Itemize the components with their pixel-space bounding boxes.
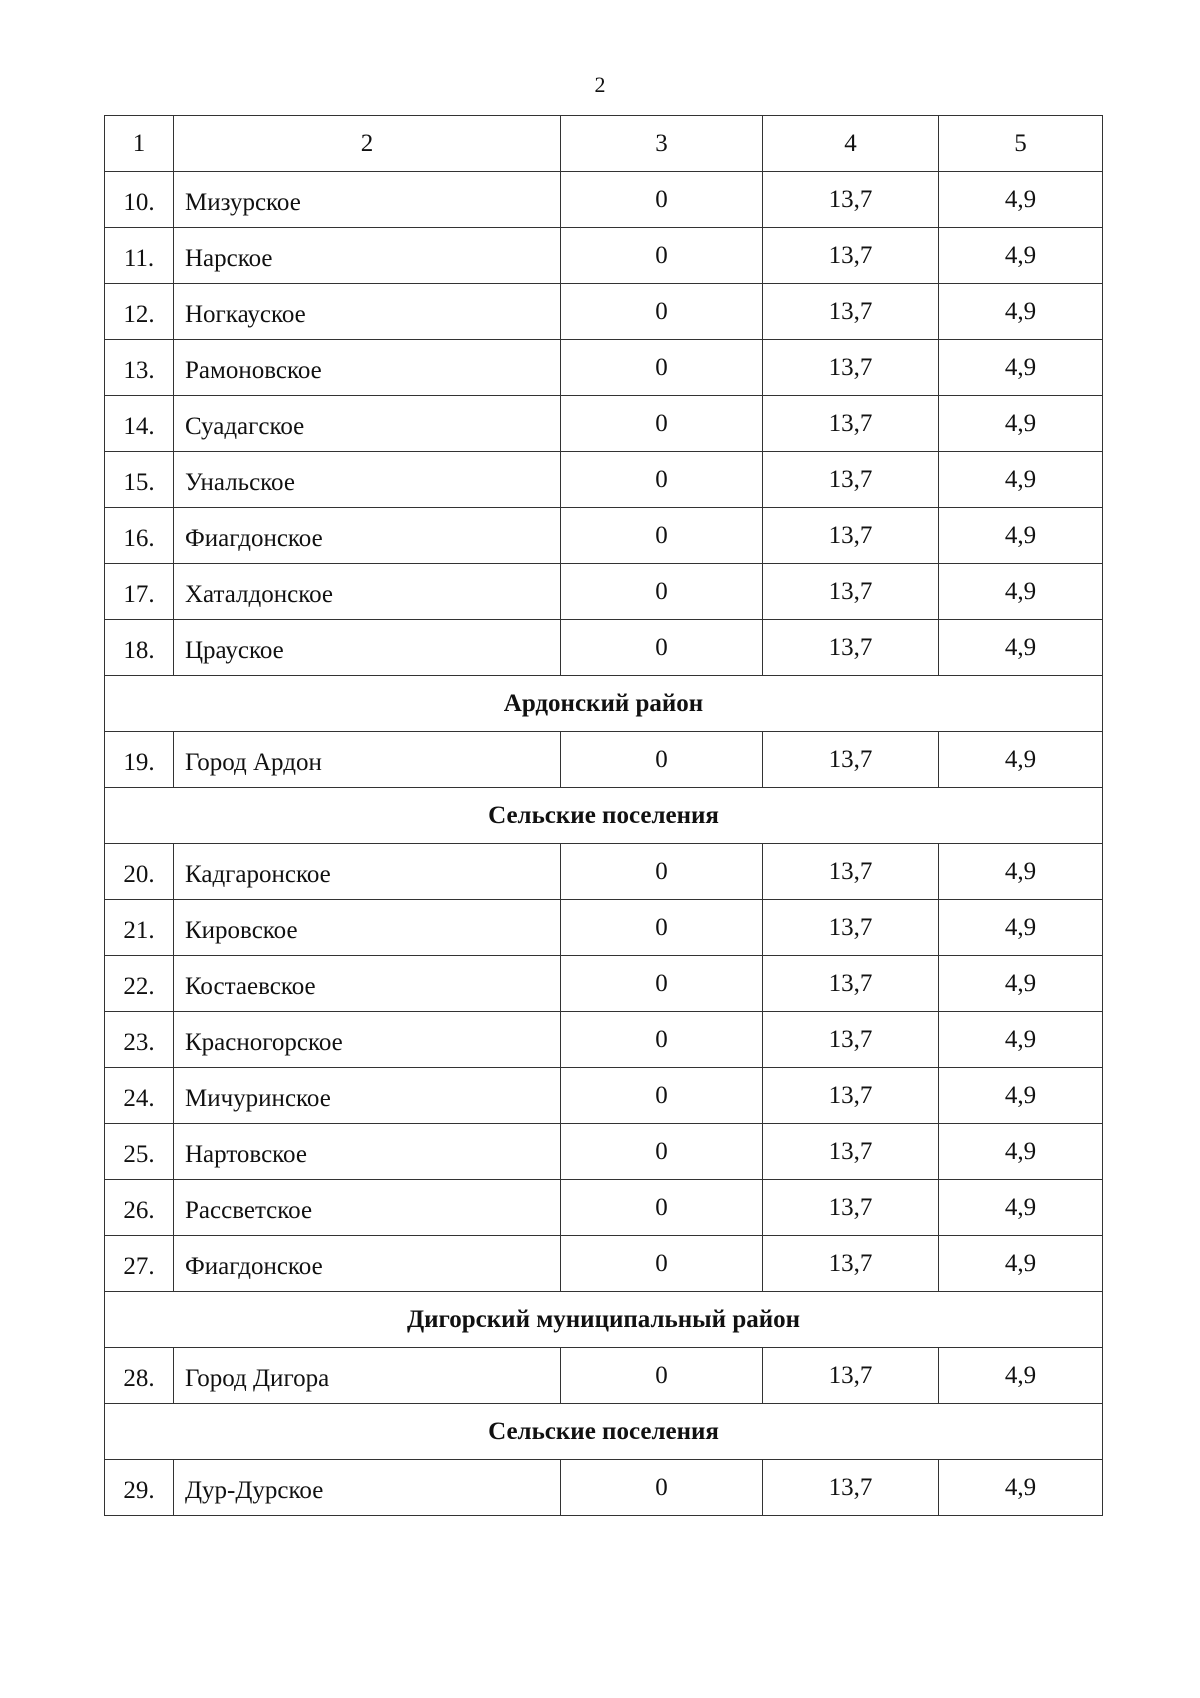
value-col-3: 0: [561, 900, 763, 956]
settlement-name: Унальское: [174, 452, 561, 508]
value-col-3: 0: [561, 396, 763, 452]
value-col-3: 0: [561, 732, 763, 788]
header-cell-col-3: 3: [561, 116, 763, 172]
table-row: [105, 396, 1103, 452]
value-col-4: 13,7: [763, 284, 939, 340]
rates-table: [104, 115, 1103, 1516]
row-number: 16.: [105, 508, 174, 564]
section-header-row: [105, 1292, 1103, 1348]
table-row: [105, 1236, 1103, 1292]
value-col-4: 13,7: [763, 732, 939, 788]
value-col-4: 13,7: [763, 900, 939, 956]
table-row: [105, 284, 1103, 340]
row-number: 21.: [105, 900, 174, 956]
value-col-4: 13,7: [763, 844, 939, 900]
table-row: [105, 564, 1103, 620]
row-number: 15.: [105, 452, 174, 508]
value-col-3: 0: [561, 1068, 763, 1124]
table-header-row: [105, 116, 1103, 172]
value-col-5: 4,9: [939, 1236, 1103, 1292]
value-col-5: 4,9: [939, 340, 1103, 396]
settlement-name: Рассветское: [174, 1180, 561, 1236]
table-row: [105, 1124, 1103, 1180]
row-number: 26.: [105, 1180, 174, 1236]
header-cell-col-4: 4: [763, 116, 939, 172]
row-number: 20.: [105, 844, 174, 900]
settlement-name: Кировское: [174, 900, 561, 956]
settlement-name: Ногкауское: [174, 284, 561, 340]
row-number: 19.: [105, 732, 174, 788]
table-row: [105, 1012, 1103, 1068]
row-number: 29.: [105, 1460, 174, 1516]
settlement-name: Хаталдонское: [174, 564, 561, 620]
value-col-4: 13,7: [763, 1012, 939, 1068]
table-row: [105, 172, 1103, 228]
settlement-name: Костаевское: [174, 956, 561, 1012]
value-col-4: 13,7: [763, 228, 939, 284]
table-row: [105, 340, 1103, 396]
value-col-3: 0: [561, 1236, 763, 1292]
value-col-3: 0: [561, 172, 763, 228]
section-title: Дигорский муниципальный район: [105, 1292, 1103, 1348]
settlement-name: Рамоновское: [174, 340, 561, 396]
settlement-name: Город Ардон: [174, 732, 561, 788]
settlement-name: Нартовское: [174, 1124, 561, 1180]
value-col-5: 4,9: [939, 172, 1103, 228]
value-col-3: 0: [561, 452, 763, 508]
section-title: Сельские поселения: [105, 788, 1103, 844]
settlement-name: Фиагдонское: [174, 508, 561, 564]
section-header-row: [105, 676, 1103, 732]
row-number: 25.: [105, 1124, 174, 1180]
value-col-5: 4,9: [939, 508, 1103, 564]
settlement-name: Мизурское: [174, 172, 561, 228]
value-col-5: 4,9: [939, 732, 1103, 788]
settlement-name: Красногорское: [174, 1012, 561, 1068]
value-col-3: 0: [561, 564, 763, 620]
section-header-row: [105, 1404, 1103, 1460]
value-col-5: 4,9: [939, 1124, 1103, 1180]
settlement-name: Мичуринское: [174, 1068, 561, 1124]
table-row: [105, 1460, 1103, 1516]
value-col-3: 0: [561, 340, 763, 396]
table-row: [105, 452, 1103, 508]
value-col-5: 4,9: [939, 1012, 1103, 1068]
row-number: 22.: [105, 956, 174, 1012]
value-col-4: 13,7: [763, 1068, 939, 1124]
value-col-4: 13,7: [763, 956, 939, 1012]
page-number: 2: [594, 72, 606, 97]
section-title: Сельские поселения: [105, 1404, 1103, 1460]
value-col-3: 0: [561, 284, 763, 340]
section-header-row: [105, 788, 1103, 844]
value-col-3: 0: [561, 1124, 763, 1180]
settlement-name: Фиагдонское: [174, 1236, 561, 1292]
table-row: [105, 1068, 1103, 1124]
value-col-5: 4,9: [939, 900, 1103, 956]
row-number: 12.: [105, 284, 174, 340]
row-number: 11.: [105, 228, 174, 284]
row-number: 18.: [105, 620, 174, 676]
table-row: [105, 620, 1103, 676]
table-row: [105, 1348, 1103, 1404]
settlement-name: Кадгаронское: [174, 844, 561, 900]
value-col-4: 13,7: [763, 340, 939, 396]
table-row: [105, 844, 1103, 900]
value-col-4: 13,7: [763, 508, 939, 564]
header-cell-col-5: 5: [939, 116, 1103, 172]
value-col-3: 0: [561, 1180, 763, 1236]
value-col-3: 0: [561, 844, 763, 900]
value-col-4: 13,7: [763, 1236, 939, 1292]
table-row: [105, 228, 1103, 284]
settlement-name: Город Дигора: [174, 1348, 561, 1404]
value-col-4: 13,7: [763, 620, 939, 676]
value-col-5: 4,9: [939, 1460, 1103, 1516]
value-col-5: 4,9: [939, 620, 1103, 676]
value-col-4: 13,7: [763, 1180, 939, 1236]
value-col-4: 13,7: [763, 396, 939, 452]
value-col-5: 4,9: [939, 452, 1103, 508]
settlement-name: Дур-Дурское: [174, 1460, 561, 1516]
value-col-4: 13,7: [763, 452, 939, 508]
table-row: [105, 900, 1103, 956]
value-col-4: 13,7: [763, 1124, 939, 1180]
value-col-4: 13,7: [763, 1348, 939, 1404]
value-col-3: 0: [561, 1348, 763, 1404]
settlement-name: Суадагское: [174, 396, 561, 452]
row-number: 23.: [105, 1012, 174, 1068]
settlement-name: Црауское: [174, 620, 561, 676]
value-col-3: 0: [561, 228, 763, 284]
row-number: 28.: [105, 1348, 174, 1404]
section-title: Ардонский район: [105, 676, 1103, 732]
value-col-5: 4,9: [939, 844, 1103, 900]
value-col-3: 0: [561, 956, 763, 1012]
value-col-3: 0: [561, 508, 763, 564]
value-col-4: 13,7: [763, 1460, 939, 1516]
value-col-5: 4,9: [939, 1348, 1103, 1404]
table-row: [105, 732, 1103, 788]
value-col-5: 4,9: [939, 564, 1103, 620]
value-col-5: 4,9: [939, 284, 1103, 340]
settlement-name: Нарское: [174, 228, 561, 284]
value-col-5: 4,9: [939, 396, 1103, 452]
value-col-3: 0: [561, 1460, 763, 1516]
value-col-5: 4,9: [939, 1180, 1103, 1236]
row-number: 27.: [105, 1236, 174, 1292]
row-number: 17.: [105, 564, 174, 620]
row-number: 10.: [105, 172, 174, 228]
row-number: 24.: [105, 1068, 174, 1124]
table-body: [105, 116, 1103, 1516]
table-row: [105, 956, 1103, 1012]
header-cell-col-2: 2: [174, 116, 561, 172]
table-row: [105, 508, 1103, 564]
value-col-5: 4,9: [939, 228, 1103, 284]
row-number: 13.: [105, 340, 174, 396]
value-col-3: 0: [561, 620, 763, 676]
value-col-4: 13,7: [763, 172, 939, 228]
value-col-3: 0: [561, 1012, 763, 1068]
value-col-5: 4,9: [939, 956, 1103, 1012]
header-cell-col-1: 1: [105, 116, 174, 172]
row-number: 14.: [105, 396, 174, 452]
table-row: [105, 1180, 1103, 1236]
value-col-5: 4,9: [939, 1068, 1103, 1124]
value-col-4: 13,7: [763, 564, 939, 620]
